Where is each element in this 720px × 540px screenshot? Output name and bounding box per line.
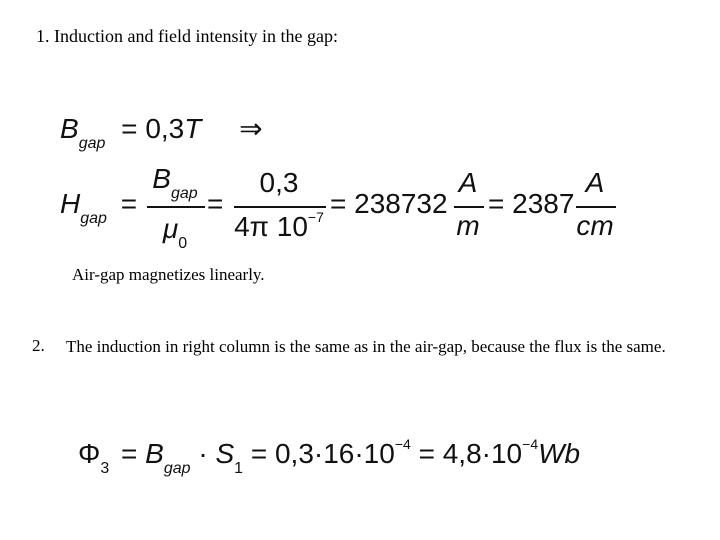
mu-symbol: μ [162,213,179,244]
b-gap-value: 0,3 [145,113,185,144]
result-2 [488,188,574,220]
fraction-bar [576,206,616,208]
b-symbol: B [145,438,164,469]
result-2-value: 2387 [512,188,575,219]
equals-sign: = [121,438,138,469]
fraction-4pi-denominator [232,211,326,243]
h-gap-lhs [60,188,138,227]
fraction-b-subscript: gap [170,185,198,202]
unit-cm-text: cm [576,210,614,241]
phi-symbol: Φ [78,438,101,469]
equation-flux [78,436,581,477]
section-1-title: Induction and field intensity in the gap: [54,26,338,46]
equals-sign: = [250,438,268,469]
equals-sign: = [488,188,505,219]
section-1-number: 1. [36,26,50,46]
fraction-b-over-mu-numerator [145,163,205,202]
dot-operator: · [198,438,208,469]
equation-b-gap [60,112,263,152]
flux-middle-exponent: −4 [394,436,411,452]
result-1 [330,188,448,220]
implies-arrow: ⇒ [239,113,263,144]
unit-a-text: A [458,167,478,198]
equals-sign: = [418,438,435,469]
h-gap-subscript: gap [80,210,107,227]
unit-m-denominator [452,210,484,242]
fraction-mu-denominator [145,213,205,252]
fraction-bar [454,206,484,208]
result-1-value: 238732 [354,188,448,219]
fraction-bar [147,206,205,208]
unit-cm-denominator [574,210,616,242]
fraction-0-3-numerator: 0,3 [259,167,299,198]
unit-a-text: A [585,167,605,198]
phi-subscript: 3 [100,460,110,477]
b-gap-symbol: B [60,113,79,144]
mu-subscript: 0 [178,235,188,252]
flux-middle-value: 0,3·16·10 [274,438,395,469]
equals-sign: = [207,188,224,219]
unit-m-text: m [456,210,480,241]
flux-unit: Wb [538,438,581,469]
section-1-heading [36,26,338,47]
flux-result-exponent: −4 [522,436,539,452]
s-subscript: 1 [234,460,244,477]
section-2-number: 2. [32,336,45,355]
flux-result-value: 4,8·10 [442,438,523,469]
fraction-b-symbol: B [152,163,171,194]
denominator-base: 4π 10 [234,211,308,242]
air-gap-note: Air-gap magnetizes linearly. [72,265,265,284]
fraction-bar [234,206,326,208]
section-2-text: The induction in right column is the same as in the air-gap, because the flux is the same. [66,337,666,356]
b-subscript: gap [163,460,191,477]
equals-sign: = [330,188,347,219]
unit-a-numerator [574,167,616,199]
equals-sign: = [120,188,138,219]
equals-sign: = [121,113,138,144]
s-symbol: S [215,438,235,469]
denominator-exponent: −7 [307,209,324,225]
h-gap-symbol: H [60,188,81,219]
unit-a-numerator [452,167,484,199]
b-gap-unit: T [184,113,202,144]
b-gap-subscript: gap [78,135,106,152]
